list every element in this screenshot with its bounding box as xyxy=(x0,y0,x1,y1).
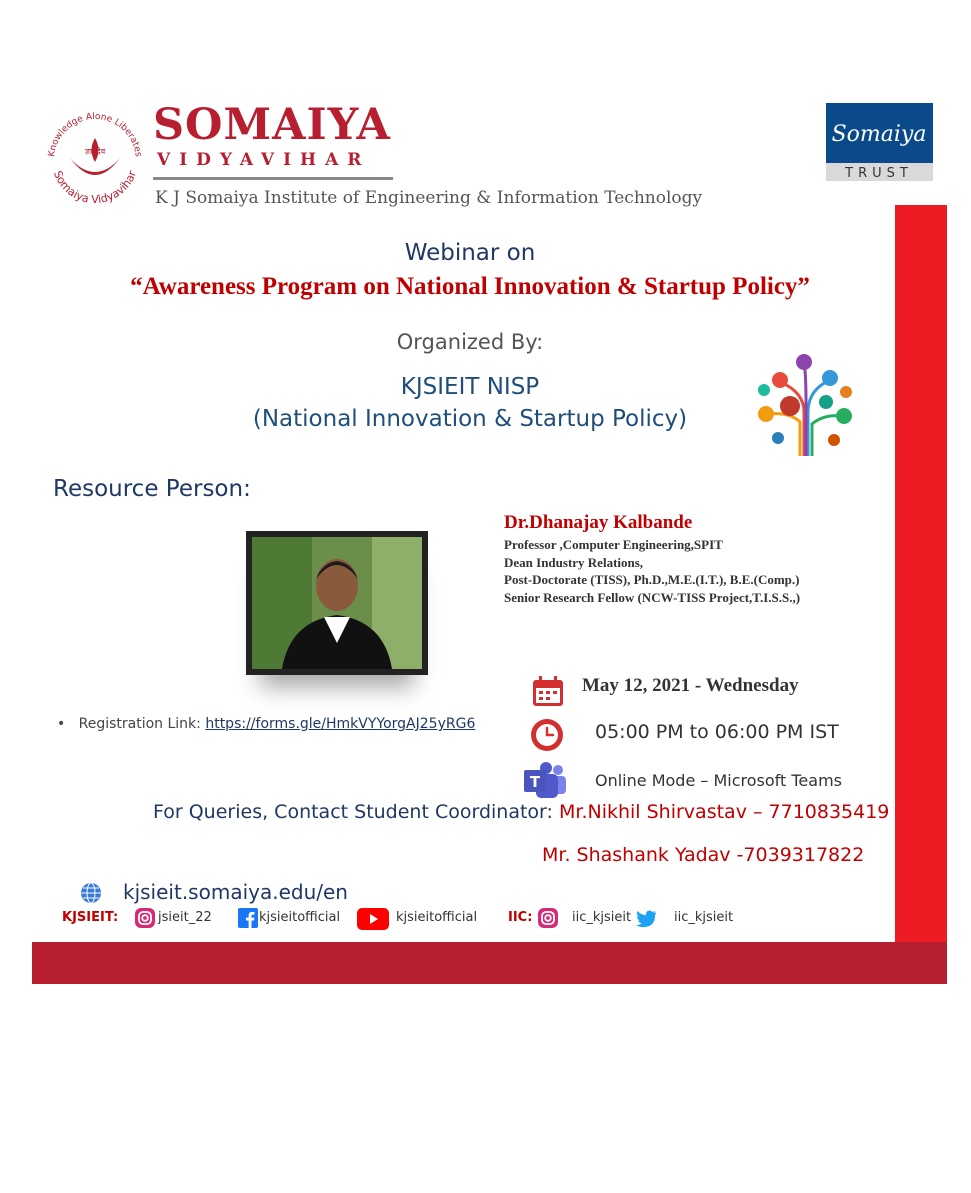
coordinator-1: Mr.Nikhil Shirvastav – 7710835419 xyxy=(558,801,890,823)
organizer-fullname: (National Innovation & Startup Policy) xyxy=(252,406,688,432)
event-mode: Online Mode – Microsoft Teams xyxy=(595,771,842,790)
svg-text:Somaiya: Somaiya xyxy=(831,122,927,147)
youtube-handle[interactable]: kjsieitofficial xyxy=(396,910,478,925)
speaker-detail-line: Senior Research Fellow (NCW-TISS Project,T.I.S.S.,) xyxy=(504,590,801,605)
clock-icon xyxy=(530,718,564,752)
innovation-tree-icon xyxy=(750,352,858,456)
coordinator-2: Mr. Shashank Yadav -7039317822 xyxy=(542,844,865,866)
resource-person-heading: Resource Person: xyxy=(53,476,251,502)
registration-item xyxy=(57,716,475,732)
instagram-icon xyxy=(134,907,156,929)
registration-link[interactable]: https://forms.gle/HmkVYYorgAJ25yRG6 xyxy=(205,716,476,732)
twitter-handle[interactable]: iic_kjsieit xyxy=(674,910,734,925)
bullet: • xyxy=(57,716,79,732)
webinar-label: Webinar on xyxy=(404,240,536,266)
speaker-detail-line: Post-Doctorate (TISS), Ph.D.,M.E.(I.T.), B.E.(Comp.) xyxy=(504,572,800,587)
iic-label: IIC: xyxy=(508,910,533,925)
contact-line xyxy=(153,801,889,823)
microsoft-teams-icon xyxy=(522,762,568,800)
facebook-icon xyxy=(238,908,258,928)
somaiya-trust-logo xyxy=(826,103,933,181)
speaker-detail-line: Professor ,Computer Engineering,SPIT xyxy=(504,537,723,552)
svg-text:Knowledge Alone Liberates: Knowledge Alone Liberates xyxy=(47,111,143,158)
svg-text:TRUST: TRUST xyxy=(845,166,913,181)
organized-by-label: Organized By: xyxy=(396,330,544,354)
brand-name: SOMAIYA xyxy=(153,100,391,150)
contact-label: For Queries, Contact Student Coordinator: xyxy=(153,801,559,823)
globe-icon xyxy=(80,882,102,904)
instagram-handle-kjsieit[interactable]: jsieit_22 xyxy=(158,910,212,925)
speaker-name: Dr.Dhanajay Kalbande xyxy=(504,512,693,533)
registration-label: Registration Link: xyxy=(78,716,206,732)
svg-text:ज्ञानदेव: ज्ञानदेव xyxy=(84,147,106,156)
event-date: May 12, 2021 - Wednesday xyxy=(582,675,799,696)
somaiya-seal-logo xyxy=(40,100,150,210)
institute-name: K J Somaiya Institute of Engineering & Information Technology xyxy=(155,188,703,208)
svg-text:Somaiya Vidyavihar: Somaiya Vidyavihar xyxy=(50,168,140,206)
website-link[interactable]: kjsieit.somaiya.edu/en xyxy=(123,880,348,904)
kjsieit-label: KJSIEIT: xyxy=(62,910,119,925)
svg-text:T: T xyxy=(529,773,541,791)
speaker-photo xyxy=(246,531,428,675)
brand-subtitle: VIDYAVIHAR xyxy=(157,150,371,170)
bottom-accent-band xyxy=(32,942,947,984)
webinar-title: “Awareness Program on National Innovation & Startup Policy” xyxy=(130,273,810,300)
facebook-handle[interactable]: kjsieitofficial xyxy=(259,910,341,925)
brand-divider xyxy=(153,177,393,180)
instagram-icon xyxy=(537,907,559,929)
youtube-icon xyxy=(357,908,389,930)
side-accent-bar xyxy=(895,205,947,942)
event-time: 05:00 PM to 06:00 PM IST xyxy=(595,721,839,743)
instagram-handle-iic[interactable]: iic_kjsieit xyxy=(572,910,632,925)
organizer-name: KJSIEIT NISP xyxy=(400,374,540,400)
calendar-icon xyxy=(531,674,565,708)
speaker-detail-line: Dean Industry Relations, xyxy=(504,555,644,570)
twitter-icon xyxy=(635,910,657,928)
